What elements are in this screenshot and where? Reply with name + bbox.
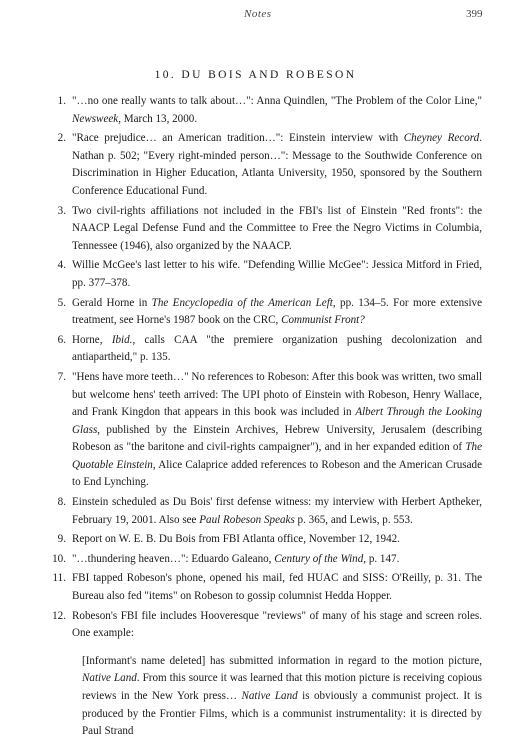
endnote-number: 5. bbox=[57, 296, 66, 309]
endnote-text bbox=[72, 610, 482, 640]
endnote-number: 9. bbox=[57, 533, 66, 546]
italic-title: Century of the Wind bbox=[274, 552, 364, 565]
text-run: Report on W. E. B. Du Bois from FBI Atlanta office, November 12, 1942. bbox=[72, 533, 400, 546]
notes-list bbox=[42, 93, 482, 741]
italic-title: The Quotable Einstein bbox=[72, 441, 482, 471]
endnote-text bbox=[72, 132, 482, 197]
endnote-number: 4. bbox=[57, 259, 66, 272]
text-run: , pp. 134–5. For more extensive treatment, see Horne's 1987 book on the CRC, bbox=[72, 296, 483, 327]
running-header bbox=[0, 8, 511, 26]
text-run: "…thundering heaven…": Eduardo Galeano, bbox=[72, 552, 275, 565]
text-run: , March 13, 2000. bbox=[118, 112, 198, 125]
text-run: Einstein scheduled as Du Bois' first defense witness: my interview with Herbert Aptheker, February 19, 2001. Also see bbox=[72, 496, 482, 526]
text-run: . Nathan p. 502; "Every right-minded person…": Message to the Southwide Conference on Discrimination in Higher Education, Atlanta University, 1950, sponsored by the Southern Conference Educational Fund. bbox=[72, 132, 482, 197]
endnote-text bbox=[72, 297, 482, 327]
page-number: 399 bbox=[466, 8, 483, 20]
endnote-number: 8. bbox=[57, 496, 66, 509]
text-run: Two civil-rights affiliations not included in the FBI's list of Einstein "Red fronts": the NAACP Legal Defense Fund and the Committee to Free the Negro Victims in Columbia, Tennessee (1946), also organized by the NAACP. bbox=[72, 204, 482, 252]
text-run: Horne, bbox=[72, 333, 112, 346]
italic-title: Ibid. bbox=[111, 333, 133, 346]
endnote-number: 2. bbox=[57, 132, 66, 145]
endnote-number: 1. bbox=[57, 95, 66, 107]
endnote-text bbox=[72, 371, 482, 489]
text-run: p. 365, and Lewis, p. 553. bbox=[294, 513, 413, 526]
italic-title: Albert Through the Looking Glass bbox=[72, 406, 482, 436]
endnote-number: 11. bbox=[52, 572, 66, 585]
text-run: , calls CAA "the premiere organization pushing decolonization and antiapartheid," p. 135. bbox=[72, 333, 482, 364]
running-title: Notes bbox=[244, 8, 272, 20]
endnote-text bbox=[72, 334, 482, 364]
text-run: , published by the Einstein Archives, Hebrew University, Jerusalem (describing Robeson as "the baritone and civil-rights campaigner"), and in her expanded edition of bbox=[72, 423, 482, 454]
endnote-number: 3. bbox=[57, 204, 66, 217]
text-run: "…no one really wants to talk about…": Anna Quindlen, "The Problem of the Color Line," bbox=[72, 95, 482, 107]
text-run: , Alice Calaprice added references to Robeson and the American Crusade to End Lynching. bbox=[72, 458, 482, 489]
endnote-number: 7. bbox=[57, 370, 66, 383]
endnote bbox=[42, 494, 482, 529]
italic-title: Native Land bbox=[82, 672, 137, 685]
endnote bbox=[42, 369, 482, 492]
endnote bbox=[42, 551, 482, 569]
italic-title: Newsweek bbox=[72, 112, 119, 125]
italic-title: Communist Front? bbox=[281, 314, 365, 327]
endnote-text bbox=[72, 95, 482, 125]
endnote-text bbox=[72, 496, 482, 526]
text-run: Gerald Horne in bbox=[72, 296, 152, 309]
endnote bbox=[42, 257, 482, 292]
endnote bbox=[42, 531, 482, 549]
endnote-text bbox=[72, 572, 482, 602]
italic-title: Paul Robeson Speaks bbox=[199, 513, 295, 526]
endnote bbox=[42, 570, 482, 605]
text-run: "Race prejudice… an American tradition…": Einstein interview with bbox=[72, 132, 404, 145]
text-run: is obviously a communist project. It is produced by the Frontier Films, which is a communist instrumentality: it is directed by Paul Strand bbox=[82, 690, 482, 738]
text-run: "Hens have more teeth…" No references to Robeson: After this book was written, two small but welcome hens' teeth arrived: The UPI photo of Einstein with Robeson, Henry Wallace, and Frank Kingdon that appears in this book was included in bbox=[72, 370, 482, 419]
endnote bbox=[42, 295, 482, 330]
endnote-number: 6. bbox=[57, 333, 66, 346]
endnote-text bbox=[72, 205, 482, 252]
text-run: . From this source it was learned that this motion picture is receiving copious reviews in the New York press… bbox=[82, 672, 482, 702]
text-run: [Informant's name deleted] has submitted information in regard to the motion picture, bbox=[82, 654, 482, 667]
italic-title: Native Land bbox=[241, 690, 298, 702]
endnote bbox=[42, 608, 482, 643]
text-run: Willie McGee's last letter to his wife. "Defending Willie McGee": Jessica Mitford in Fried, pp. 377–378. bbox=[72, 259, 482, 289]
endnote bbox=[42, 93, 482, 128]
endnote-number: 10. bbox=[52, 552, 66, 565]
endnote-number: 12. bbox=[52, 609, 66, 622]
endnote-text bbox=[72, 259, 482, 289]
text-run: Robeson's FBI file includes Hooveresque "reviews" of many of his stage and screen roles. One example: bbox=[72, 609, 482, 640]
endnote bbox=[42, 203, 482, 256]
text-run: FBI tapped Robeson's phone, opened his mail, fed HUAC and SISS: O'Reilly, p. 31. The Bureau also fed "items" on Robeson to gossip columnist Hedda Hopper. bbox=[72, 572, 482, 603]
italic-title: The Encyclopedia of the American Left bbox=[151, 296, 333, 309]
endnote-text bbox=[72, 533, 400, 545]
endnote bbox=[42, 130, 482, 200]
text-run: , p. 147. bbox=[363, 552, 400, 565]
endnote-text bbox=[72, 553, 399, 565]
italic-title: Cheyney Record bbox=[403, 132, 480, 145]
block-quote bbox=[82, 653, 482, 741]
endnote bbox=[42, 332, 482, 367]
section-heading: 10. DU BOIS AND ROBESON bbox=[154, 69, 357, 81]
